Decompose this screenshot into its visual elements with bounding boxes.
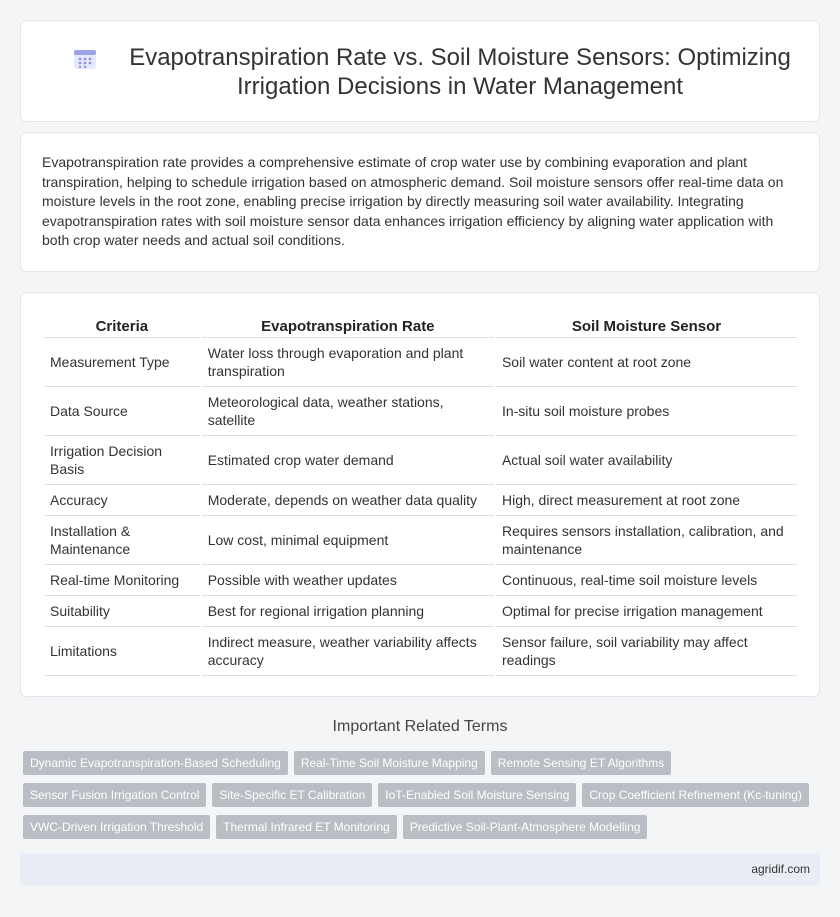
row-criteria: Data Source	[44, 387, 200, 436]
row-sensor-value: Optimal for precise irrigation management	[496, 596, 797, 627]
related-term-tag[interactable]: VWC-Driven Irrigation Threshold	[23, 815, 210, 839]
table-row	[44, 565, 797, 596]
row-et-value: Indirect measure, weather variability affects accuracy	[202, 627, 494, 676]
row-sensor-value: Requires sensors installation, calibration, and maintenance	[496, 516, 797, 565]
related-term-tag[interactable]: Predictive Soil-Plant-Atmosphere Modelling	[403, 815, 648, 839]
row-sensor-value: Sensor failure, soil variability may affect readings	[496, 627, 797, 676]
header-evapotranspiration: Evapotranspiration Rate	[202, 315, 494, 338]
row-et-value: Low cost, minimal equipment	[202, 516, 494, 565]
table-row	[44, 516, 797, 565]
row-sensor-value: In-situ soil moisture probes	[496, 387, 797, 436]
related-term-tag[interactable]: Dynamic Evapotranspiration-Based Scheduling	[23, 751, 288, 775]
table-row	[44, 627, 797, 676]
related-term-tag[interactable]: Sensor Fusion Irrigation Control	[23, 783, 206, 807]
comparison-table	[42, 315, 799, 676]
row-et-value: Best for regional irrigation planning	[202, 596, 494, 627]
header-criteria: Criteria	[44, 315, 200, 338]
related-term-tag[interactable]: Real-Time Soil Moisture Mapping	[294, 751, 485, 775]
related-terms-list	[23, 751, 823, 847]
header-soil-moisture: Soil Moisture Sensor	[496, 315, 797, 338]
row-et-value: Moderate, depends on weather data quality	[202, 485, 494, 516]
row-et-value: Estimated crop water demand	[202, 436, 494, 485]
table-row	[44, 596, 797, 627]
intro-paragraph: Evapotranspiration rate provides a comprehensive estimate of crop water use by combining evaporation and plant transpiration, helping to schedule irrigation based on atmospheric demand. Soil moisture sensors offer real-time data on moisture levels in the root zone, enabling precise irrigation by directly measuring soil water availability. Integrating evapotranspiration rates with soil moisture sensor data enhances irrigation efficiency by aligning water application with both crop water needs and actual soil conditions.	[42, 154, 784, 249]
row-criteria: Installation & Maintenance	[44, 516, 200, 565]
row-sensor-value: Soil water content at root zone	[496, 338, 797, 387]
row-et-value: Meteorological data, weather stations, satellite	[202, 387, 494, 436]
table-row	[44, 436, 797, 485]
footer-site-link[interactable]: agridif.com	[751, 862, 810, 876]
tag-row	[23, 751, 823, 783]
tag-row	[23, 783, 823, 815]
row-criteria: Accuracy	[44, 485, 200, 516]
related-term-tag[interactable]: Remote Sensing ET Algorithms	[491, 751, 672, 775]
row-criteria: Irrigation Decision Basis	[44, 436, 200, 485]
row-et-value: Possible with weather updates	[202, 565, 494, 596]
related-term-tag[interactable]: Crop Coefficient Refinement (Kc-tuning)	[582, 783, 809, 807]
table-row	[44, 387, 797, 436]
row-criteria: Suitability	[44, 596, 200, 627]
related-term-tag[interactable]: IoT-Enabled Soil Moisture Sensing	[378, 783, 576, 807]
table-row	[44, 485, 797, 516]
related-term-tag[interactable]: Site-Specific ET Calibration	[212, 783, 372, 807]
row-et-value: Water loss through evaporation and plant transpiration	[202, 338, 494, 387]
row-criteria: Limitations	[44, 627, 200, 676]
tag-row	[23, 815, 823, 847]
table-header-row	[44, 315, 797, 338]
related-term-tag[interactable]: Thermal Infrared ET Monitoring	[216, 815, 397, 839]
comparison-card	[20, 292, 820, 697]
footer-bar	[20, 853, 820, 886]
intro-card	[20, 132, 820, 272]
row-sensor-value: Actual soil water availability	[496, 436, 797, 485]
calendar-grid-icon	[73, 48, 97, 70]
row-sensor-value: Continuous, real-time soil moisture levels	[496, 565, 797, 596]
row-criteria: Measurement Type	[44, 338, 200, 387]
row-criteria: Real-time Monitoring	[44, 565, 200, 596]
page-title: Evapotranspiration Rate vs. Soil Moisture Sensors: Optimizing Irrigation Decisions in Water Management	[129, 44, 791, 100]
title-card	[20, 20, 820, 122]
related-terms-heading: Important Related Terms	[332, 718, 508, 735]
row-sensor-value: High, direct measurement at root zone	[496, 485, 797, 516]
table-row	[44, 338, 797, 387]
